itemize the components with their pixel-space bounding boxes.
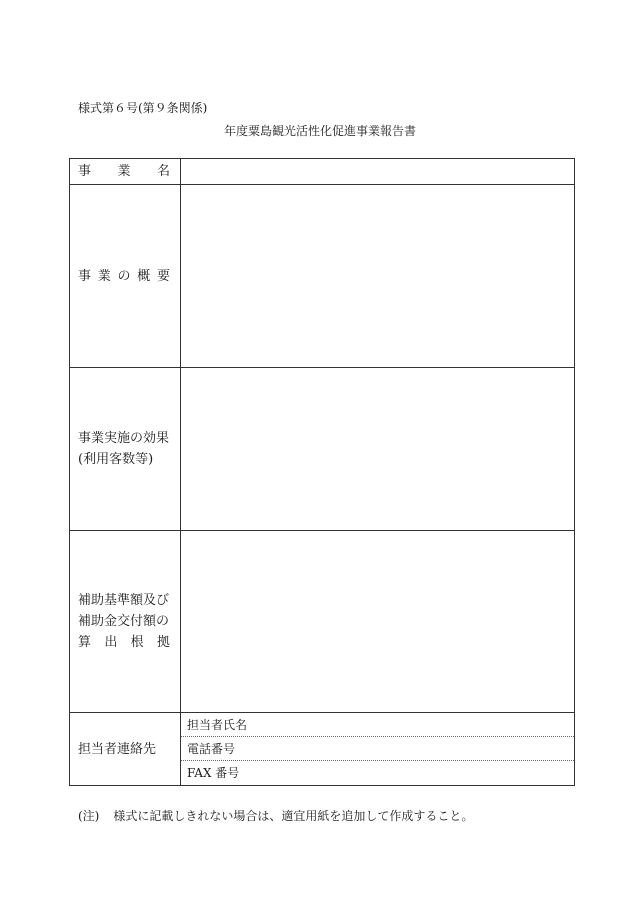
label-char: 業 [117,164,131,179]
input-basis[interactable] [181,531,574,712]
row-contact [70,713,574,785]
label-contact [70,713,181,785]
contact-fax-field[interactable] [181,761,574,785]
label-basis-line3 [78,632,170,653]
label-overview-text [78,266,170,287]
label-effect-line1: 事業実施の効果 [78,431,170,446]
contact-phone-field[interactable] [181,737,574,761]
label-char: 出 [104,635,118,650]
label-char: 要 [156,268,170,284]
label-project-name [70,159,181,184]
form-number: 様式第６号(第９条関係) [78,101,208,115]
contact-phone-label: 電話番号 [187,742,236,756]
label-effect [70,368,181,530]
contact-fax-label: FAX 番号 [187,766,240,780]
row-project-name [70,159,574,185]
footnote [78,808,473,824]
footnote-text: 様式に記載しきれない場合は、適宜用紙を追加して作成すること。 [113,809,474,823]
label-char: 業 [97,268,111,284]
row-effect [70,368,574,531]
label-project-name-text [78,161,170,182]
label-overview [70,185,181,367]
contact-name-field[interactable] [181,713,574,737]
input-overview[interactable] [181,185,574,367]
label-char: 概 [137,268,151,284]
label-basis-line1: 補助基準額及び [78,593,170,608]
report-table [69,158,575,786]
label-char: 拠 [156,635,170,650]
row-overview [70,185,574,368]
label-basis-line2: 補助金交付額の [78,614,170,629]
document-title: 年度粟島観光活性化促進事業報告書 [224,124,417,138]
label-effect-line2: (利用客数等) [78,452,154,467]
input-effect[interactable] [181,368,574,530]
contact-details [181,713,574,785]
contact-name-label: 担当者氏名 [187,718,248,732]
label-contact-text: 担当者連絡先 [78,741,157,757]
label-char: 名 [156,164,170,179]
label-char: 事 [78,164,92,179]
row-basis [70,531,574,713]
label-char: 根 [130,635,144,650]
label-char: 算 [78,635,92,650]
input-project-name[interactable] [181,159,574,184]
footnote-prefix: (注) [78,809,100,823]
label-char: 事 [78,268,92,284]
label-basis [70,531,181,712]
label-char: の [117,268,131,284]
